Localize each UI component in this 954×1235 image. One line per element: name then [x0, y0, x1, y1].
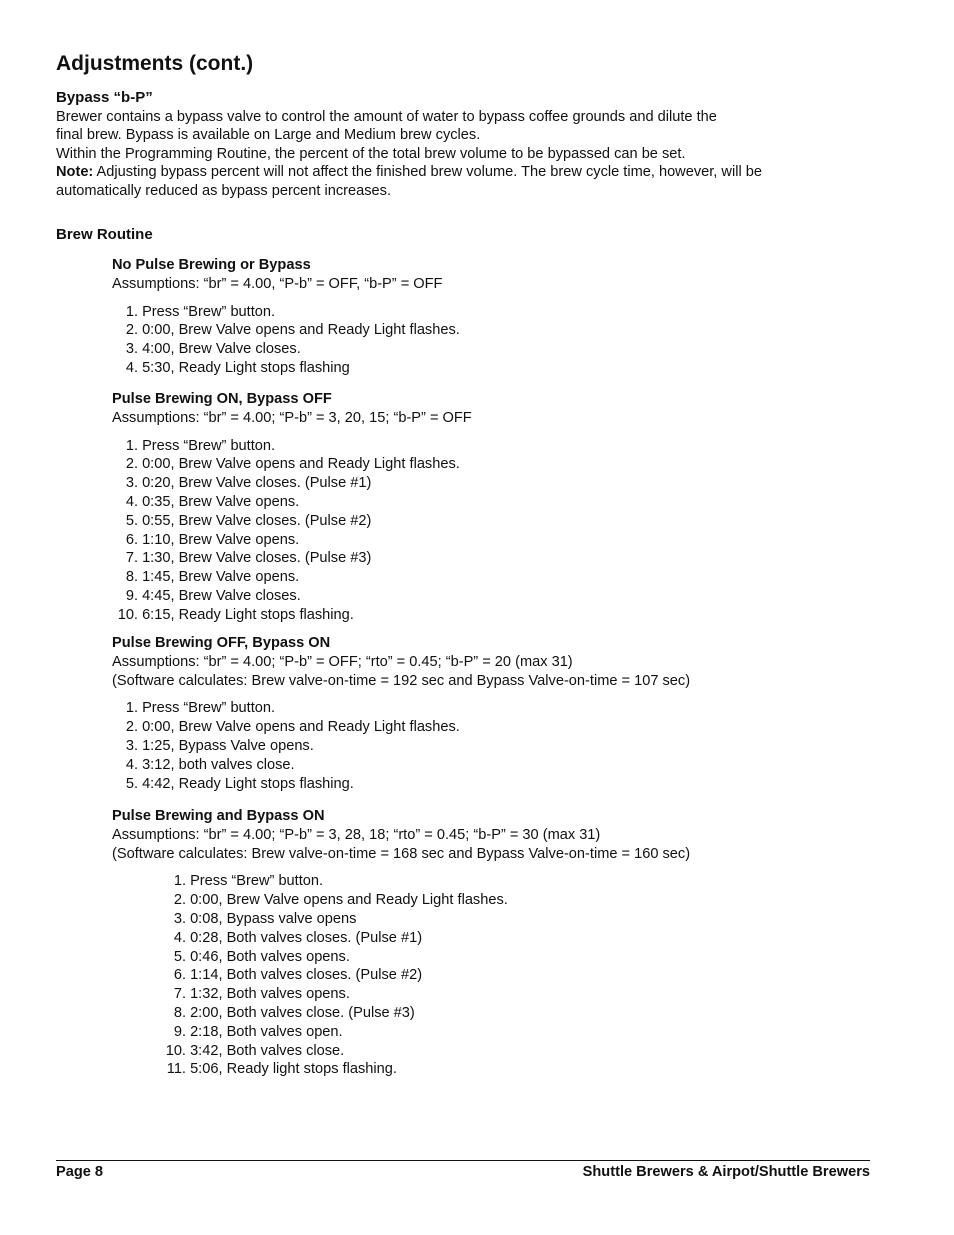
- step-item: [112, 718, 872, 737]
- step-item: [112, 493, 872, 512]
- step-number: 10.: [117, 606, 138, 623]
- step-text: 0:00, Brew Valve opens and Ready Light flashes.: [190, 892, 508, 909]
- step-item: [112, 359, 872, 378]
- bypass-note: [56, 163, 856, 182]
- step-item: [112, 737, 872, 756]
- step-number: 8.: [125, 569, 138, 586]
- step-text: 0:00, Brew Valve opens and Ready Light flashes.: [142, 719, 460, 736]
- step-number: 5.: [125, 512, 138, 529]
- step-number: 9.: [173, 1023, 186, 1040]
- document-title: Shuttle Brewers & Airpot/Shuttle Brewers: [582, 1164, 870, 1180]
- note-text: Adjusting bypass percent will not affect the finished brew volume. The brew cycle time, however, will be: [93, 164, 762, 180]
- step-text: Press “Brew” button.: [142, 700, 276, 717]
- step-item: [112, 321, 872, 340]
- step-number: 2.: [125, 719, 138, 736]
- step-item: [112, 437, 872, 456]
- step-item: [160, 872, 872, 891]
- step-number: 9.: [125, 587, 138, 604]
- step-text: 1:45, Brew Valve opens.: [142, 569, 300, 586]
- section-title: Pulse Brewing ON, Bypass OFF: [112, 391, 332, 407]
- steps-list: [112, 699, 872, 793]
- bypass-line-1: Brewer contains a bypass valve to control the amount of water to bypass coffee grounds and dilute the: [56, 108, 717, 125]
- step-text: 5:30, Ready Light stops flashing: [142, 359, 350, 376]
- software-calc: (Software calculates: Brew valve-on-time = 192 sec and Bypass Valve-on-time = 107 sec): [112, 672, 691, 689]
- bypass-section: [56, 89, 856, 200]
- step-item: [112, 549, 872, 568]
- step-text: 1:25, Bypass Valve opens.: [142, 737, 314, 754]
- footer-divider: [56, 1160, 870, 1161]
- step-text: Press “Brew” button.: [190, 873, 324, 890]
- step-number: 1.: [125, 700, 138, 717]
- step-number: 4.: [125, 493, 138, 510]
- step-item: [160, 948, 872, 967]
- assumptions: Assumptions: “br” = 4.00; “P-b” = 3, 28, 18; “rto” = 0.45; “b-P” = 30 (max 31): [112, 826, 601, 843]
- step-text: 4:45, Brew Valve closes.: [142, 587, 301, 604]
- section-pulse-on-bypass-off: [112, 390, 872, 625]
- step-number: 1.: [173, 873, 186, 890]
- step-text: 0:46, Both valves opens.: [190, 948, 350, 965]
- step-item: [160, 1023, 872, 1042]
- step-text: 0:20, Brew Valve closes. (Pulse #1): [142, 475, 372, 492]
- step-text: 1:32, Both valves opens.: [190, 986, 350, 1003]
- step-text: 0:00, Brew Valve opens and Ready Light flashes.: [142, 322, 460, 339]
- section-pulse-and-bypass-on: [112, 807, 872, 1079]
- step-number: 6.: [125, 531, 138, 548]
- section-title: Pulse Brewing and Bypass ON: [112, 808, 325, 824]
- step-item: [160, 1004, 872, 1023]
- step-item: [112, 474, 872, 493]
- steps-list: [112, 437, 872, 625]
- step-number: 3.: [125, 737, 138, 754]
- step-text: 2:18, Both valves open.: [190, 1023, 343, 1040]
- step-item: [112, 587, 872, 606]
- assumptions: Assumptions: “br” = 4.00; “P-b” = 3, 20, 15; “b-P” = OFF: [112, 409, 472, 426]
- section-title: No Pulse Brewing or Bypass: [112, 257, 311, 273]
- step-number: 2.: [125, 322, 138, 339]
- step-number: 5.: [173, 948, 186, 965]
- step-text: 5:06, Ready light stops flashing.: [190, 1061, 397, 1078]
- step-number: 3.: [125, 475, 138, 492]
- step-text: 4:00, Brew Valve closes.: [142, 341, 301, 358]
- page-number: Page 8: [56, 1164, 104, 1180]
- step-text: 3:12, both valves close.: [142, 756, 295, 773]
- assumptions: Assumptions: “br” = 4.00, “P-b” = OFF, “b-P” = OFF: [112, 275, 443, 292]
- step-number: 10.: [165, 1042, 186, 1059]
- bypass-line-2: final brew. Bypass is available on Large and Medium brew cycles.: [56, 127, 481, 143]
- step-item: [160, 985, 872, 1004]
- step-item: [160, 891, 872, 910]
- step-number: 2.: [125, 456, 138, 473]
- step-item: [160, 1042, 872, 1061]
- step-number: 1.: [125, 303, 138, 320]
- step-item: [112, 756, 872, 775]
- step-number: 7.: [173, 986, 186, 1003]
- step-number: 5.: [125, 775, 138, 792]
- step-text: 0:35, Brew Valve opens.: [142, 493, 300, 510]
- step-item: [112, 455, 872, 474]
- step-item: [112, 568, 872, 587]
- step-item: [112, 512, 872, 531]
- steps-list: [160, 872, 872, 1079]
- software-calc: (Software calculates: Brew valve-on-time = 168 sec and Bypass Valve-on-time = 160 sec): [112, 845, 691, 862]
- step-item: [112, 531, 872, 550]
- step-item: [160, 910, 872, 929]
- step-item: [160, 966, 872, 985]
- brew-routine-heading: Brew Routine: [56, 226, 153, 243]
- step-item: [112, 606, 872, 625]
- step-item: [112, 340, 872, 359]
- step-number: 3.: [125, 341, 138, 358]
- step-item: [160, 929, 872, 948]
- step-item: [112, 303, 872, 322]
- step-number: 6.: [173, 967, 186, 984]
- bypass-line-3: Within the Programming Routine, the percent of the total brew volume to be bypassed can be set.: [56, 145, 686, 162]
- step-number: 1.: [125, 437, 138, 454]
- bypass-note-line-2: automatically reduced as bypass percent increases.: [56, 182, 392, 199]
- note-label: Note:: [56, 164, 94, 180]
- step-text: 0:55, Brew Valve closes. (Pulse #2): [142, 512, 372, 529]
- step-text: Press “Brew” button.: [142, 437, 276, 454]
- step-item: [112, 775, 872, 794]
- step-text: 0:00, Brew Valve opens and Ready Light flashes.: [142, 456, 460, 473]
- step-text: 2:00, Both valves close. (Pulse #3): [190, 1004, 415, 1021]
- step-text: Press “Brew” button.: [142, 303, 276, 320]
- step-number: 3.: [173, 910, 186, 927]
- bypass-heading: Bypass “b-P”: [56, 89, 153, 106]
- step-text: 1:30, Brew Valve closes. (Pulse #3): [142, 550, 372, 567]
- section-title: Pulse Brewing OFF, Bypass ON: [112, 635, 331, 651]
- step-number: 7.: [125, 550, 138, 567]
- step-text: 0:08, Bypass valve opens: [190, 910, 357, 927]
- step-text: 4:42, Ready Light stops flashing.: [142, 775, 354, 792]
- step-text: 0:28, Both valves closes. (Pulse #1): [190, 929, 423, 946]
- section-pulse-off-bypass-on: [112, 634, 872, 793]
- assumptions: Assumptions: “br” = 4.00; “P-b” = OFF; “rto” = 0.45; “b-P” = 20 (max 31): [112, 653, 573, 670]
- section-no-pulse-no-bypass: [112, 256, 872, 378]
- step-number: 4.: [125, 359, 138, 376]
- step-number: 4.: [173, 929, 186, 946]
- steps-list: [112, 303, 872, 378]
- step-number: 2.: [173, 892, 186, 909]
- page-title: Adjustments (cont.): [56, 52, 254, 75]
- step-item: [112, 699, 872, 718]
- step-number: 11.: [166, 1061, 186, 1078]
- step-text: 3:42, Both valves close.: [190, 1042, 345, 1059]
- step-number: 4.: [125, 756, 138, 773]
- step-text: 1:14, Both valves closes. (Pulse #2): [190, 967, 423, 984]
- step-number: 8.: [173, 1004, 186, 1021]
- step-text: 1:10, Brew Valve opens.: [142, 531, 300, 548]
- step-item: [160, 1060, 872, 1079]
- step-text: 6:15, Ready Light stops flashing.: [142, 606, 354, 623]
